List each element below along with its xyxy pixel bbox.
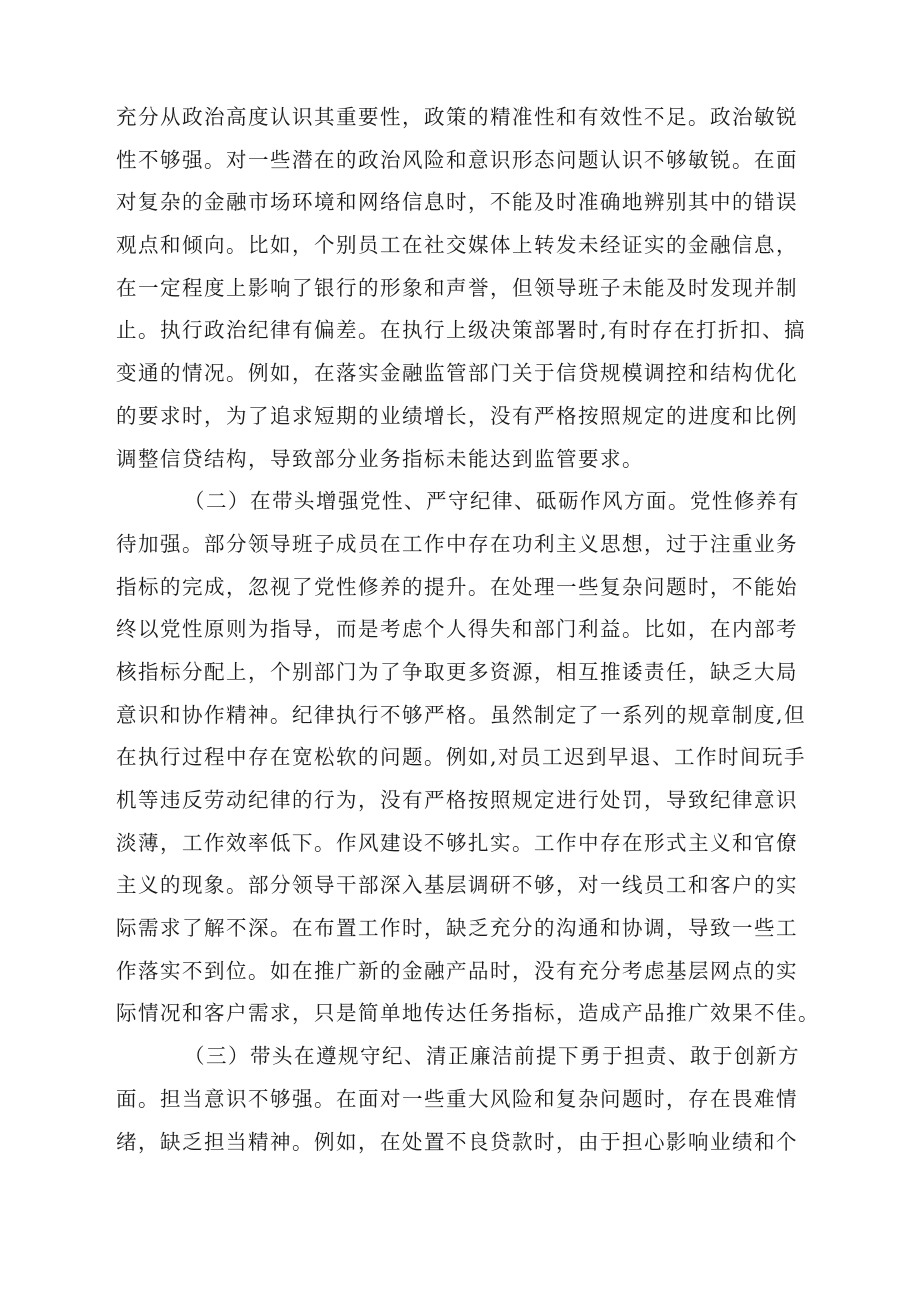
text-line: 作落实不到位。如在推广新的金融产品时，没有充分考虑基层网点的实 (116, 958, 798, 983)
text-line: 待加强。部分领导班子成员在工作中存在功利主义思想，过于注重业务 (116, 531, 798, 556)
text-line: 调整信贷结构，导致部分业务指标未能达到监管要求。 (116, 446, 644, 471)
text-line: 主义的现象。部分领导干部深入基层调研不够，对一线员工和客户的实 (116, 873, 798, 898)
text-line: 观点和倾向。比如，个别员工在社交媒体上转发未经证实的金融信息， (116, 233, 798, 258)
text-line: 终以党性原则为指导，而是考虑个人得失和部门利益。比如，在内部考 (116, 617, 798, 642)
section-heading-line: （三）带头在遵规守纪、清正廉洁前提下勇于担责、敢于创新方 (184, 1044, 800, 1069)
text-line: 对复杂的金融市场环境和网络信息时，不能及时准确地辨别其中的错误 (116, 190, 798, 215)
text-line: 止。执行政治纪律有偏差。在执行上级决策部署时,有时存在打折扣、搞 (116, 318, 807, 343)
text-line: 性不够强。对一些潜在的政治风险和意识形态问题认识不够敏锐。在面 (116, 147, 798, 172)
text-line: 核指标分配上，个别部门为了争取更多资源，相互推诿责任，缺乏大局 (116, 659, 798, 684)
text-line: 意识和协作精神。纪律执行不够严格。虽然制定了一系列的规章制度,但 (116, 702, 807, 727)
text-line: 际需求了解不深。在布置工作时，缺乏充分的沟通和协调，导致一些工 (116, 916, 798, 941)
text-line: 机等违反劳动纪律的行为，没有严格按照规定进行处罚，导致纪律意识 (116, 788, 798, 812)
text-line: 的要求时，为了追求短期的业绩增长，没有严格按照规定的进度和比例 (116, 403, 798, 428)
text-line: 绪，缺乏担当精神。例如，在处置不良贷款时，由于担心影响业绩和个 (116, 1129, 798, 1154)
text-line: 在一定程度上影响了银行的形象和声誉，但领导班子未能及时发现并制 (116, 275, 798, 300)
text-line: 际情况和客户需求，只是简单地传达任务指标，造成产品推广效果不佳。 (116, 1001, 820, 1026)
text-line: 指标的完成，忽视了党性修养的提升。在处理一些复杂问题时，不能始 (116, 574, 798, 599)
text-line: 在执行过程中存在宽松软的问题。例如,对员工迟到早退、工作时间玩手 (116, 745, 807, 770)
body-text (116, 96, 836, 1163)
text-line: 充分从政治高度认识其重要性，政策的精准性和有效性不足。政治敏锐 (116, 105, 798, 129)
section-heading-line: （二）在带头增强党性、严守纪律、砥砺作风方面。党性修养有 (184, 489, 800, 514)
text-line: 面。担当意识不够强。在面对一些重大风险和复杂问题时，存在畏难情 (116, 1086, 798, 1111)
text-line: 变通的情况。例如，在落实金融监管部门关于信贷规模调控和结构优化 (116, 361, 798, 386)
text-line: 淡薄，工作效率低下。作风建设不够扎实。工作中存在形式主义和官僚 (116, 830, 798, 855)
